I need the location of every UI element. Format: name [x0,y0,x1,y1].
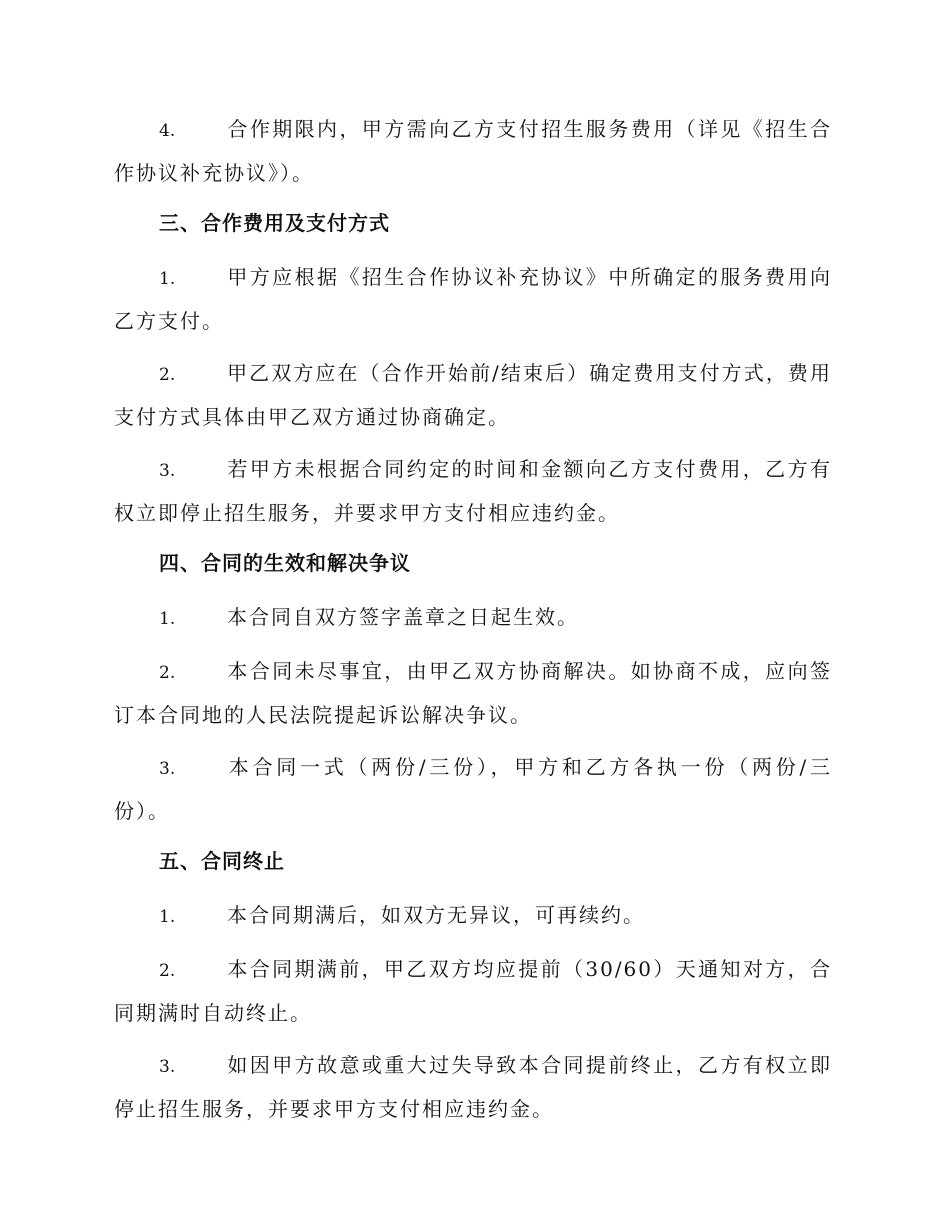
paragraph [114,352,832,438]
paragraph-text: 本合同一式（两份/三份），甲方和乙方各执一份（两份/三份）。 [114,755,832,823]
paragraph [114,256,832,342]
section-heading: 三、合作费用及支付方式 [159,211,390,235]
paragraph [114,108,832,194]
paragraph-text: 甲乙双方应在（合作开始前/结束后）确定费用支付方式，费用支付方式具体由甲乙双方通过协商确定。 [114,361,832,429]
paragraph [114,1044,832,1130]
item-number: 2. [159,663,176,683]
paragraph-text: 本合同未尽事宜，由甲乙双方协商解决。如协商不成，应向签订本合同地的人民法院提起诉讼解决争议。 [114,659,832,727]
item-number: 3. [159,1057,176,1077]
item-number: 2. [159,365,176,385]
paragraph [114,650,832,736]
section-heading: 四、合同的生效和解决争议 [159,551,411,575]
item-number: 3. [159,759,176,779]
paragraph [114,894,832,938]
paragraph-text: 如因甲方故意或重大过失导致本合同提前终止，乙方有权立即停止招生服务，并要求甲方支付相应违约金。 [114,1053,832,1121]
item-number: 1. [159,269,176,289]
paragraph [114,596,832,640]
paragraph [114,746,832,832]
paragraph [114,948,832,1034]
item-number: 3. [159,461,176,481]
section-heading: 五、合同终止 [159,849,285,873]
item-number: 4. [159,121,176,141]
paragraph-text: 本合同自双方签字盖章之日起生效。 [227,605,579,629]
paragraph-text: 若甲方未根据合同约定的时间和金额向乙方支付费用，乙方有权立即停止招生服务，并要求甲方支付相应违约金。 [114,457,832,525]
paragraph-text: 本合同期满后，如双方无异议，可再续约。 [227,903,645,927]
paragraph-text: 合作期限内，甲方需向乙方支付招生服务费用（详见《招生合作协议补充协议》）。 [114,117,832,185]
item-number: 2. [159,961,176,981]
paragraph-text: 本合同期满前，甲乙双方均应提前（30/60）天通知对方，合同期满时自动终止。 [114,957,832,1025]
item-number: 1. [159,907,176,927]
paragraph-text: 甲方应根据《招生合作协议补充协议》中所确定的服务费用向乙方支付。 [114,265,832,333]
item-number: 1. [159,609,176,629]
paragraph [114,448,832,534]
